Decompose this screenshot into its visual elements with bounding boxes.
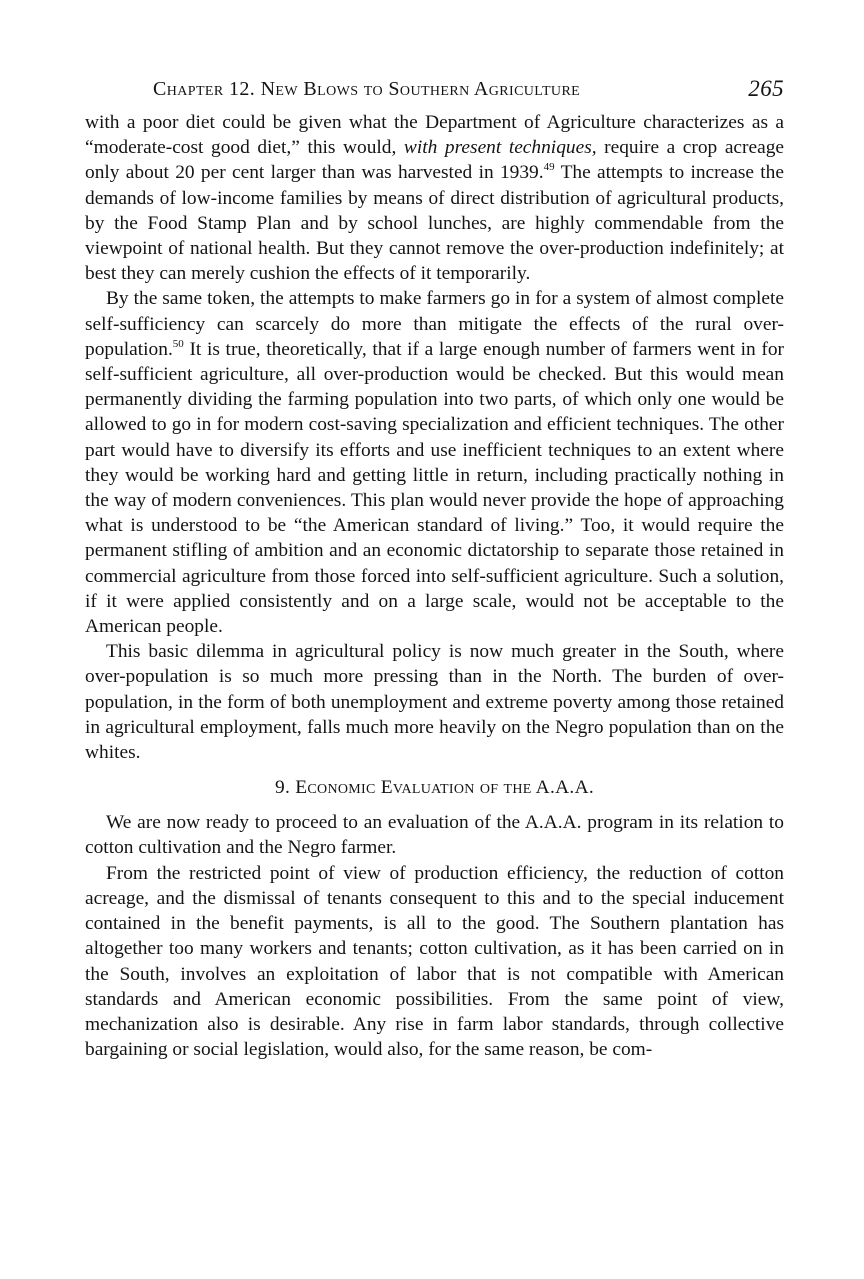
footnote-ref-50: 50 — [172, 337, 184, 350]
paragraph-3: This basic dilemma in agricultural policy is now much greater in the South, where over-population is so much more pressing than in the North. The burden of over-population, in the form of both unemployment and extreme poverty among those retained in agricultural employment, falls much more heavily on the Negro population than on the whites. — [85, 641, 784, 764]
paragraph-4: We are now ready to proceed to an evaluation of the A.A.A. program in its relation to cotton cultivation and the Negro farmer. — [85, 812, 784, 859]
section-number: 9. — [274, 777, 296, 799]
paragraph-1 — [85, 110, 784, 286]
page-number: 265 — [748, 76, 784, 101]
footnote-ref-49: 49 — [543, 161, 555, 174]
paragraph-1-text-c: The attempts to increase the demands of low-income families by means of direct distribution of agricultural products, by the Food Stamp Plan and by school lunches, are highly commendable from the viewpoint of national health. But they cannot remove the over-production indefinitely; at best they can merely cushion the effects of it temporarily. — [85, 162, 784, 285]
running-title: Chapter 12. New Blows to Southern Agriculture — [153, 78, 581, 100]
section-title-abbr: A.A.A. — [531, 777, 595, 799]
paragraph-5: From the restricted point of view of production efficiency, the reduction of cotton acreage, and the dismissal of tenants consequent to this and to the special inducement contained in the benefit payments, is all to the good. The Southern plantation has altogether too many workers and tenants; cotton cultivation, as it has been carried on in the South, involves an exploitation of labor that is not compatible with American standards and American economic possibilities. From the same point of view, mechanization also is desirable. Any rise in farm labor standards, through collective bargaining or social legislation, would also, for the same reason, be com- — [85, 862, 784, 1061]
paragraph-2-text-b: It is true, theoretically, that if a large enough number of farmers went in for self-sufficient agriculture, all over-production would be checked. But this would mean permanently dividing the farming population into two parts, of which only one would be allowed to go in for modern cost-saving specialization and efficient techniques. The other part would have to diversify its efforts and use inefficient techniques to an extent where they would be working hard and getting little in return, including practically nothing in the way of modern conveniences. This plan would never provide the hope of approaching what is understood to be “the American standard of living.” Too, it would require the permanent stifling of ambition and an economic dictatorship to separate those retained in commercial agriculture from those forced into self-sufficient agriculture. Such a solution, if it were applied consistently and on a large scale, would not be acceptable to the American people. — [85, 338, 784, 638]
running-head — [85, 76, 784, 110]
section-title: Economic Evaluation of the — [295, 777, 532, 799]
paragraph-1-emphasis: with present techniques, — [403, 137, 597, 159]
paragraph-2 — [85, 286, 784, 639]
paragraph-1-text-b: require a crop acreage only about 20 per cent larger than was harvested in 1939. — [85, 137, 785, 184]
section-heading — [85, 775, 784, 800]
paragraph-2-text-a: By the same token, the attempts to make farmers go in for a system of almost complete self-sufficiency can scarcely do more than mitigate the effects of the rural over-population. — [85, 288, 784, 360]
paragraph-1-text-a: with a poor diet could be given what the Department of Agriculture characterizes as a “moderate-cost good diet,” this would, — [85, 112, 784, 159]
